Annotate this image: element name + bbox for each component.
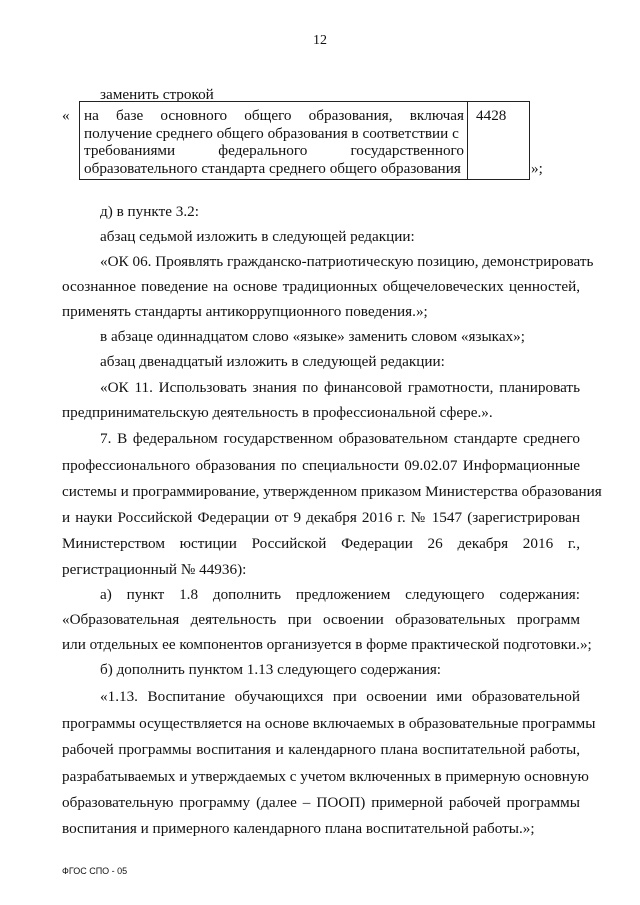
paragraph-line: и науки Российской Федерации от 9 декабря 2016 г. № 1547 (зарегистрирован [62,509,580,526]
table-hours-cell: 4428 [476,107,507,124]
paragraph-line: образовательную программу (далее – ПООП) примерной рабочей программы [62,794,580,811]
paragraph-line: осознанное поведение на основе традиционных общечеловеческих ценностей, [62,278,580,295]
table-text-line: требованиями федерального государственного [84,142,464,159]
table-text-line: получение среднего общего образования в соответствии с [84,124,459,142]
quote-close: »; [531,160,543,177]
paragraph-line: «ОК 06. Проявлять гражданско-патриотическую позицию, демонстрировать [100,253,594,270]
paragraph-line: в абзаце одиннадцатом слово «языке» заменить словом «языках»; [100,328,525,345]
paragraph-line: или отдельных ее компонентов организуется в форме практической подготовки.»; [62,636,592,653]
paragraph-line: «ОК 11. Использовать знания по финансовой грамотности, планировать [100,379,580,396]
paragraph-line: предпринимательскую деятельность в профессиональной сфере.». [62,404,493,421]
table-text-cell [84,107,464,177]
quote-open: « [62,107,70,124]
paragraph-line: абзац седьмой изложить в следующей редакции: [100,228,415,245]
replacement-table [79,101,530,180]
paragraph-line: абзац двенадцатый изложить в следующей редакции: [100,353,445,370]
paragraph-line: «Образовательная деятельность при освоении образовательных программ [62,611,580,628]
paragraph-line: воспитания и примерного календарного плана воспитательной работы.»; [62,820,535,837]
footer-code: ФГОС СПО - 05 [62,866,128,876]
paragraph-line: рабочей программы воспитания и календарного плана воспитательной работы, [62,741,580,758]
table-text-line: образовательного стандарта среднего общего образования [84,159,461,177]
paragraph-line: б) дополнить пунктом 1.13 следующего содержания: [100,661,442,678]
paragraph-line: 7. В федеральном государственном образовательном стандарте среднего [100,430,580,447]
paragraph-line: регистрационный № 44936): [62,561,247,578]
paragraph-line: системы и программирование, утвержденном приказом Министерства образования [62,483,602,500]
paragraph-line: применять стандарты антикоррупционного поведения.»; [62,303,428,320]
paragraph-line: «1.13. Воспитание обучающихся при освоении ими образовательной [100,688,580,705]
paragraph-line: а) пункт 1.8 дополнить предложением следующего содержания: [100,586,580,603]
paragraph-line: программы осуществляется на основе включаемых в образовательные программы [62,715,596,732]
paragraph-line: профессионального образования по специальности 09.02.07 Информационные [62,457,580,474]
paragraph-line: Министерством юстиции Российской Федерации 26 декабря 2016 г., [62,535,580,552]
intro-line: заменить строкой [100,86,214,103]
paragraph-line: д) в пункте 3.2: [100,203,199,220]
paragraph-line: разрабатываемых и утверждаемых с учетом включенных в примерную основную [62,768,589,785]
page-number: 12 [313,33,327,48]
table-text-line: на базе основного общего образования, включая [84,107,464,124]
table-column-divider [467,102,468,179]
